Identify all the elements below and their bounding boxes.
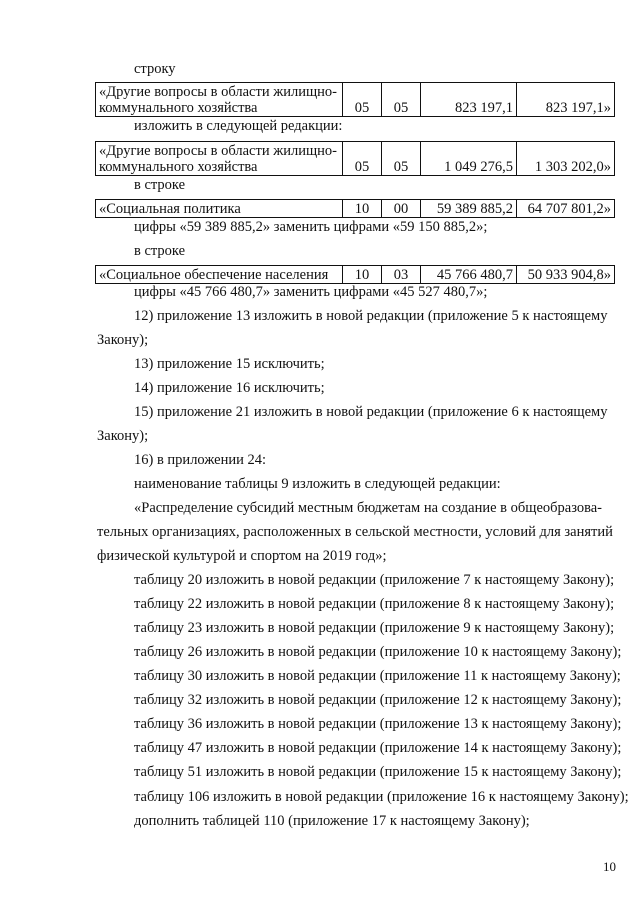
paragraph-12-line-2: Закону); <box>97 332 149 348</box>
table-cell-rz: 10 <box>343 200 382 218</box>
paragraph-15-line-1: 15) приложение 21 изложить в новой редакции (приложение 6 к настоящему <box>134 404 608 420</box>
list-item: таблицу 47 изложить в новой редакции (приложение 14 к настоящему Закону); <box>134 740 622 756</box>
paragraph-16-title: наименование таблицы 9 изложить в следующей редакции: <box>134 476 501 492</box>
text-replace-2: цифры «45 766 480,7» заменить цифрами «45 527 480,7»; <box>134 284 488 300</box>
page-number: 10 <box>603 859 616 874</box>
table-cell-rz: 10 <box>343 266 382 284</box>
text-in-row-1: в строке <box>134 177 186 193</box>
list-item: таблицу 22 изложить в новой редакции (приложение 8 к настоящему Закону); <box>134 596 615 612</box>
table-cell-name: «Другие вопросы в области жилищно- коммунального хозяйства <box>96 83 343 117</box>
table-cell-name: «Социальная политика <box>96 200 343 218</box>
list-item: таблицу 106 изложить в новой редакции (приложение 16 к настоящему Закону); <box>134 789 629 805</box>
quote-line-1: «Распределение субсидий местным бюджетам на создание в общеобразова- <box>134 500 603 516</box>
budget-row-table-2 <box>95 141 615 176</box>
list-item: таблицу 32 изложить в новой редакции (приложение 12 к настоящему Закону); <box>134 692 622 708</box>
table-cell-rz: 05 <box>343 142 382 176</box>
table-cell-name: «Другие вопросы в области жилищно- коммунального хозяйства <box>96 142 343 176</box>
table-cell-value-2: 1 303 202,0» <box>517 142 615 176</box>
table-cell-value-1: 1 049 276,5 <box>421 142 517 176</box>
budget-row-table-4 <box>95 265 615 284</box>
budget-row-table-3 <box>95 199 615 218</box>
table-cell-value-2: 823 197,1» <box>517 83 615 117</box>
list-item: таблицу 36 изложить в новой редакции (приложение 13 к настоящему Закону); <box>134 716 622 732</box>
quote-line-3: физической культурой и спортом на 2019 год»; <box>97 548 387 564</box>
text-in-row-2: в строке <box>134 243 186 259</box>
budget-row-table-1 <box>95 82 615 117</box>
list-item: дополнить таблицей 110 (приложение 17 к настоящему Закону); <box>134 813 530 829</box>
paragraph-16: 16) в приложении 24: <box>134 452 267 468</box>
table-cell-value-1: 823 197,1 <box>421 83 517 117</box>
list-item: таблицу 26 изложить в новой редакции (приложение 10 к настоящему Закону); <box>134 644 622 660</box>
list-item: таблицу 20 изложить в новой редакции (приложение 7 к настоящему Закону); <box>134 572 615 588</box>
table-cell-pr: 00 <box>382 200 421 218</box>
table-cell-value-1: 45 766 480,7 <box>421 266 517 284</box>
table-cell-rz: 05 <box>343 83 382 117</box>
paragraph-14: 14) приложение 16 исключить; <box>134 380 325 396</box>
table-cell-pr: 05 <box>382 83 421 117</box>
table-cell-value-2: 50 933 904,8» <box>517 266 615 284</box>
list-item: таблицу 30 изложить в новой редакции (приложение 11 к настоящему Закону); <box>134 668 621 684</box>
table-cell-name: «Социальное обеспечение населения <box>96 266 343 284</box>
text-intro: строку <box>134 61 176 77</box>
table-cell-value-1: 59 389 885,2 <box>421 200 517 218</box>
text-edit-instruction: изложить в следующей редакции: <box>134 118 343 134</box>
table-cell-pr: 05 <box>382 142 421 176</box>
table-cell-value-2: 64 707 801,2» <box>517 200 615 218</box>
list-item: таблицу 23 изложить в новой редакции (приложение 9 к настоящему Закону); <box>134 620 615 636</box>
paragraph-12-line-1: 12) приложение 13 изложить в новой редакции (приложение 5 к настоящему <box>134 308 608 324</box>
text-replace-1: цифры «59 389 885,2» заменить цифрами «59 150 885,2»; <box>134 219 488 235</box>
quote-line-2: тельных организациях, расположенных в сельской местности, условий для занятий <box>97 524 613 540</box>
paragraph-15-line-2: Закону); <box>97 428 149 444</box>
list-item: таблицу 51 изложить в новой редакции (приложение 15 к настоящему Закону); <box>134 764 622 780</box>
paragraph-13: 13) приложение 15 исключить; <box>134 356 325 372</box>
table-cell-pr: 03 <box>382 266 421 284</box>
